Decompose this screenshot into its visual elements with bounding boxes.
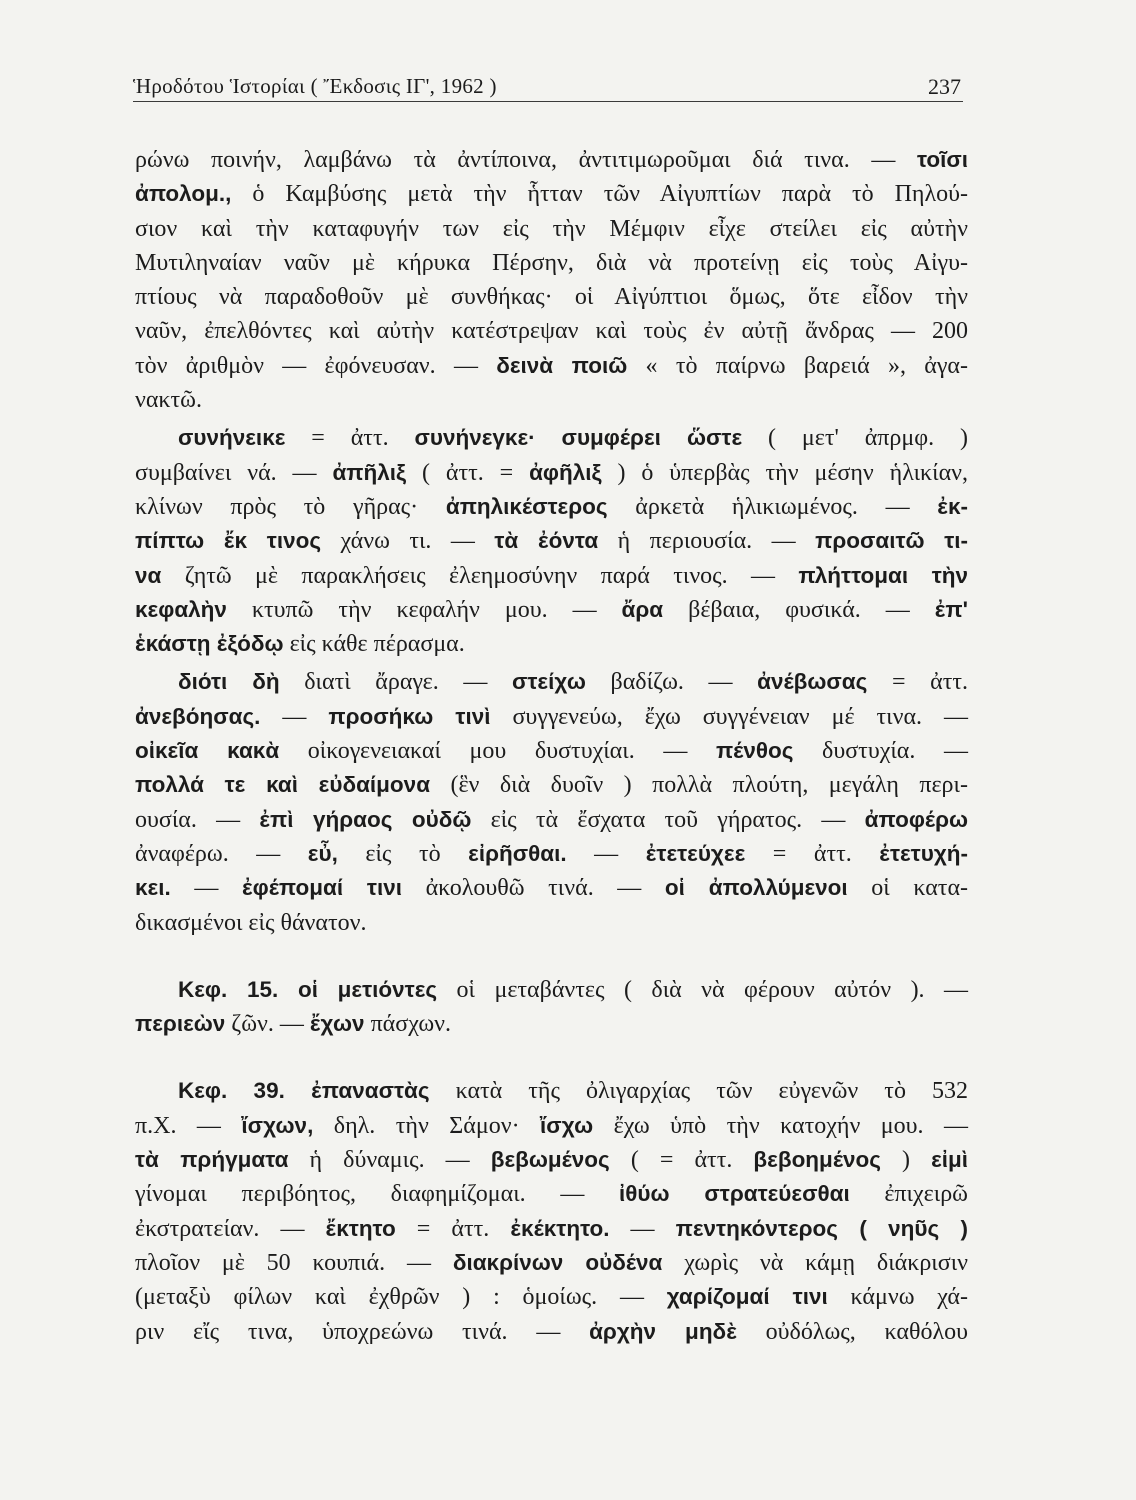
gloss-text: δυστυχία. — (793, 738, 968, 765)
line-content (135, 807, 968, 833)
headword: οἰκεῖα κακὰ (135, 738, 280, 764)
text-line (178, 421, 968, 455)
headword: δεινὰ ποιῶ (496, 352, 628, 378)
headword: οἱ ἀπολλύμενοι (664, 875, 848, 901)
text-line (135, 349, 968, 383)
headword: διότι δὴ (178, 669, 280, 695)
gloss-text: συγγενεύω, ἔχω συγγένειαν μέ τινα. — (490, 703, 969, 730)
gloss-text: ουσία. — (135, 806, 260, 833)
gloss-text: ( ἀττ. = (406, 459, 530, 486)
paragraph (135, 973, 968, 1042)
gloss-text: οὐδόλως, καθόλου (736, 1318, 969, 1345)
line-content (178, 425, 968, 451)
gloss-text: ὁ Καμβύσης μετὰ τὴν ἧτταν τῶν Αἰγυπτίων παρὰ τὸ Πηλού- (231, 181, 968, 208)
line-content (135, 704, 968, 730)
gloss-text: ἡ δύναμις. — (288, 1147, 491, 1174)
headword: ἐπ' (934, 596, 968, 622)
headword: ἐτετεύχεε (645, 840, 746, 866)
line-content (135, 841, 968, 867)
gloss-text: Μυτιληναίαν ναῦν μὲ κήρυκα Πέρσην, διὰ νὰ προτείνῃ εἰς τοὺς Αἰγυ- (135, 249, 968, 276)
line-content (135, 738, 968, 764)
line-content (135, 1250, 968, 1276)
text-line (135, 837, 968, 871)
headword: προσήκω τινὶ (328, 703, 491, 729)
paragraph (135, 1074, 968, 1348)
gloss-text: πλοῖον μὲ 50 κουπιά. — (135, 1249, 453, 1276)
headword: πένθος (715, 738, 794, 764)
running-head (133, 70, 963, 102)
headword: τὰ πρήγματα (135, 1147, 289, 1173)
headword: στείχω (511, 669, 586, 695)
text-line (135, 1280, 968, 1314)
gloss-text: — (170, 875, 242, 902)
line-content (135, 353, 968, 379)
text-line (135, 906, 968, 940)
text-line (178, 1074, 968, 1108)
gloss-text: ) (880, 1147, 932, 1174)
gloss-text: οἱ μεταβάντες ( διὰ νὰ φέρουν αὐτόν ). — (437, 976, 969, 1003)
headword: ἀφῆλιξ (529, 459, 602, 485)
gloss-text: — (609, 1215, 676, 1242)
gloss-text: πτίους νὰ παραδοθοῦν μὲ συνθήκας· οἱ Αἰγύπτιοι ὅμως, ὅτε εἶδον τὴν (135, 284, 968, 311)
gloss-text: ἐπιχειρῶ (849, 1181, 968, 1208)
gloss-text: εἰς τὸ (337, 840, 469, 867)
gloss-text: κατὰ τῆς ὀλιγαρχίας τῶν εὐγενῶν τὸ 532 (429, 1078, 968, 1105)
text-line (135, 280, 968, 314)
line-content (135, 216, 968, 242)
headword: εὖ, (307, 840, 338, 866)
headword: πλήττομαι τὴν (798, 562, 968, 588)
gloss-text: — (260, 703, 329, 730)
headword: πολλά τε καὶ εὐδαίμονα (135, 772, 431, 798)
line-content (135, 1113, 968, 1139)
line-content (135, 181, 968, 207)
gloss-text: σιον καὶ τὴν καταφυγήν των εἰς τὴν Μέμφιν εἶχε στείλει εἰς αὐτὴν (135, 215, 968, 242)
headword: ἐκέκτητο. (510, 1215, 610, 1241)
gloss-text: = ἀττ. (867, 669, 969, 696)
line-content (178, 1078, 968, 1104)
gloss-text: ἡ περιουσία. — (598, 528, 816, 555)
gloss-text: συμβαίνει νά. — (135, 459, 333, 486)
line-content (135, 250, 968, 276)
headword: ἀρχὴν μηδὲ (589, 1318, 737, 1344)
gloss-text: ἐκστρατείαν. — (135, 1215, 326, 1242)
gloss-text: ( = ἀττ. (609, 1147, 754, 1174)
gloss-text: εἰς κάθε πέρασμα. (283, 631, 465, 658)
line-content (178, 669, 968, 695)
gloss-text: (μεταξὺ φίλων καὶ ἐχθρῶν ) : ὁμοίως. — (135, 1284, 667, 1311)
line-content (135, 494, 968, 520)
headword: εἰρῆσθαι. (468, 840, 567, 866)
gloss-text: γίνομαι περιβόητος, διαφημίζομαι. — (135, 1181, 619, 1208)
gloss-text: κλίνων πρὸς τὸ γῆρας· (135, 493, 446, 520)
headword: πεντηκόντερος ( νηῦς ) (675, 1215, 969, 1241)
text-line (135, 246, 968, 280)
text-line (135, 143, 968, 177)
headword: περιεὼν (135, 1011, 226, 1037)
line-content (135, 631, 465, 657)
paragraph (135, 421, 968, 661)
gloss-text: χάνω τι. — (321, 528, 495, 555)
running-head-title: Ἡροδότου Ἱστορίαι ( Ἔκδοσις ΙΓ', 1962 ) (133, 74, 497, 98)
text-line (135, 627, 968, 661)
gloss-text: « τὸ παίρνω βαρειά », ἀγα- (627, 352, 968, 379)
text-line (135, 734, 968, 768)
headword: συμφέρει ὥστε (561, 425, 743, 451)
headword: ἀπῆλιξ (332, 459, 407, 485)
headword: συνήνεγκε· (414, 425, 536, 451)
line-content (135, 1319, 968, 1345)
headword: ἐκ- (937, 493, 968, 519)
gloss-text: διατὶ ἄραγε. — (279, 669, 512, 696)
headword: πίπτω ἔκ τινος (135, 528, 322, 554)
headword: να (135, 562, 162, 588)
line-content (135, 460, 968, 486)
headword: προσαιτῶ τι- (815, 528, 969, 554)
line-content (135, 1011, 451, 1037)
text-line (135, 314, 968, 348)
gloss-text: = ἀττ. (285, 425, 415, 452)
gloss-text: δηλ. τὴν Σάμον· (313, 1112, 541, 1139)
headword: συνήνεικε (178, 425, 286, 451)
text-line (135, 700, 968, 734)
headword: ἴσχων, (241, 1112, 314, 1138)
line-content (135, 1147, 968, 1173)
gloss-text: ἀρκετὰ ἡλικιωμένος. — (607, 493, 938, 520)
gloss-text: οἰκογενειακαί μου δυστυχίαι. — (279, 738, 716, 765)
text-line (135, 1109, 968, 1143)
headword: διακρίνων οὐδένα (452, 1249, 663, 1275)
headword: ἐφέπομαί τινι (241, 875, 402, 901)
gloss-text: ζῶν. — (225, 1011, 310, 1038)
gloss-text: ρώνω ποινήν, λαμβάνω τὰ ἀντίποινα, ἀντιτιμωροῦμαι διά τινα. — (135, 147, 917, 173)
page-number: 237 (928, 74, 961, 99)
headword: Κεφ. 15. οἱ μετιόντες (178, 976, 438, 1002)
headword: κει. (135, 875, 171, 901)
text-line (135, 1315, 968, 1349)
text-line (135, 593, 968, 627)
text-line (135, 177, 968, 211)
line-content (135, 563, 968, 589)
line-content (135, 597, 968, 623)
line-content (135, 528, 968, 554)
text-line (135, 383, 968, 417)
gloss-text: ἀναφέρω. — (135, 840, 308, 867)
line-content (135, 1181, 968, 1207)
gloss-text: = ἀττ. (395, 1215, 511, 1242)
text-line (178, 973, 968, 1007)
gloss-text: ριν εἴς τινα, ὑποχρεώνω τινά. — (135, 1318, 590, 1345)
gloss-text: πάσχων. (364, 1011, 451, 1038)
text-line (135, 524, 968, 558)
line-content (135, 1216, 968, 1242)
text-line (178, 665, 968, 699)
text-line (135, 490, 968, 524)
gloss-text: ἔχω ὑπὸ τὴν κατοχήν μου. — (593, 1112, 969, 1139)
gloss-text: = ἀττ. (745, 840, 880, 867)
gloss-text: ναῦν, ἐπελθόντες καὶ αὐτὴν κατέστρεψαν καὶ τοὺς ἐν αὐτῇ ἄνδρας — 200 (135, 318, 968, 345)
body-text (135, 143, 968, 1349)
headword: ἐπὶ γήραος οὐδῷ (259, 806, 472, 832)
gloss-text: ( μετ' ἀπρμφ. ) (742, 425, 968, 452)
gloss-text: κάμνω χά- (827, 1284, 968, 1311)
gloss-text: ζητῶ μὲ παρακλήσεις ἐλεημοσύνην παρά τινος. — (161, 562, 799, 589)
gloss-text: ἀκολουθῶ τινά. — (402, 875, 665, 902)
gloss-text: (ἓν διὰ δυοῖν ) πολλὰ πλούτη, μεγάλη περι- (430, 772, 968, 799)
headword: βεβοημένος (753, 1147, 881, 1173)
gloss-text: τὸν ἀριθμὸν — ἐφόνευσαν. — (135, 352, 497, 379)
text-line (135, 456, 968, 490)
headword: ἐτετυχή- (879, 840, 969, 866)
headword: εἰμὶ (931, 1147, 969, 1173)
headword: ἰθύω στρατεύεσθαι (618, 1181, 850, 1207)
headword: τὰ ἐόντα (494, 528, 599, 554)
text-line (135, 768, 968, 802)
gloss-text (536, 425, 562, 451)
text-line (135, 559, 968, 593)
gloss-text: — (566, 840, 646, 867)
text-line (135, 1007, 968, 1041)
headword: ἀπηλικέστερος (445, 493, 608, 519)
text-line (135, 1212, 968, 1246)
gloss-text: νακτῶ. (135, 387, 202, 414)
line-content (135, 147, 968, 173)
line-content (135, 910, 366, 936)
headword: κεφαλὴν (135, 596, 227, 622)
text-line (135, 1143, 968, 1177)
headword: ἄρα (621, 596, 664, 622)
headword: ἀποφέρω (864, 806, 968, 832)
line-content (178, 977, 968, 1003)
text-line (135, 871, 968, 905)
gloss-text: χωρὶς νὰ κάμῃ διάκρισιν (662, 1249, 969, 1276)
headword: ἀνέβωσας (757, 669, 868, 695)
line-content (135, 284, 968, 310)
gloss-text: π.Χ. — (135, 1112, 242, 1139)
text-line (135, 803, 968, 837)
text-line (135, 1246, 968, 1280)
gloss-text: εἰς τὰ ἔσχατα τοῦ γήρατος. — (471, 806, 865, 833)
line-content (135, 318, 968, 344)
text-line (135, 1177, 968, 1211)
gloss-text: δικασμένοι εἰς θάνατον. (135, 909, 367, 936)
headword: Κεφ. 39. ἐπαναστὰς (178, 1078, 430, 1104)
headword: ἀπολομ., (135, 181, 232, 207)
gloss-text: βέβαια, φυσικά. — (663, 596, 935, 623)
headword: ἑκάστῃ ἐξόδῳ (135, 631, 284, 657)
gloss-text: βαδίζω. — (585, 669, 758, 696)
line-content (135, 1284, 968, 1310)
headword: χαρίζομαί τινι (666, 1284, 828, 1310)
paragraph (135, 143, 968, 417)
line-content (135, 875, 968, 901)
line-content (135, 387, 202, 413)
headword: ἔχων (309, 1011, 365, 1037)
gloss-text: ) ὁ ὑπερβὰς τὴν μέσην ἡλικίαν, (601, 459, 969, 486)
headword: ἀνεβόησας. (135, 703, 261, 729)
line-content (135, 772, 968, 798)
gloss-text: οἱ κατα- (847, 875, 969, 902)
headword: ἔκτητο (325, 1215, 396, 1241)
headword: βεβωμένος (490, 1147, 610, 1173)
text-line (135, 212, 968, 246)
headword: ἴσχω (540, 1112, 594, 1138)
headword: τοῖσι (916, 147, 968, 172)
gloss-text: κτυπῶ τὴν κεφαλήν μου. — (226, 596, 622, 623)
paragraph (135, 665, 968, 939)
